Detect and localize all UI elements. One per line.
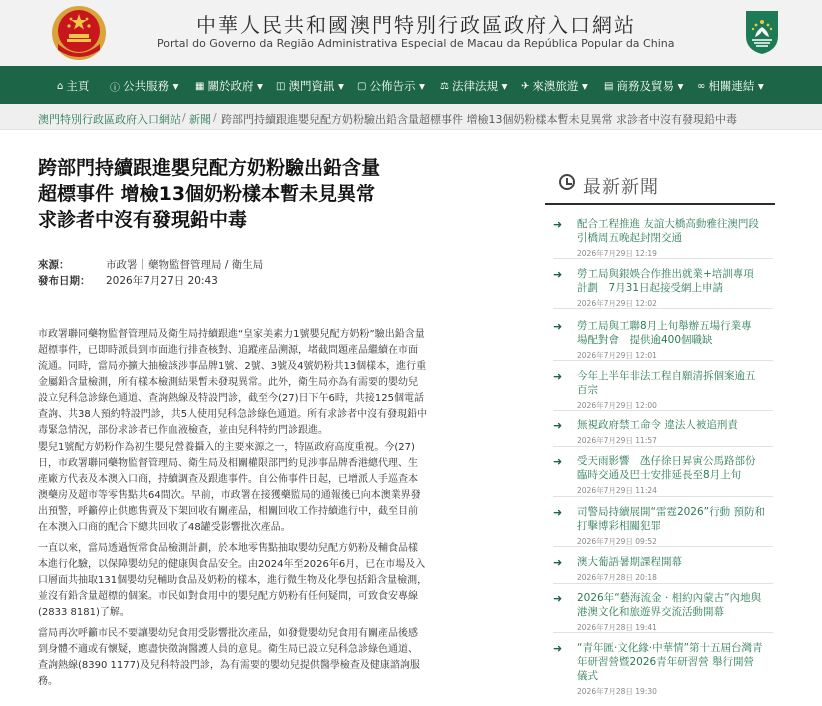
clock-icon bbox=[559, 174, 575, 190]
divider bbox=[553, 410, 773, 411]
news-title-line: 勞工局與銀娛合作推出就業+培訓專項 bbox=[577, 268, 754, 280]
news-title-line: 勞工局與工聯8月上旬舉辦五場行業專 bbox=[577, 320, 752, 332]
paragraph-line: 在本澳入口商的配合下總共回收了48罐受影響批次產品。 bbox=[38, 522, 291, 533]
scale-icon: ⚖ bbox=[440, 80, 449, 92]
arrow-right-icon: ➜ bbox=[553, 642, 563, 655]
date-label: 發布日期： bbox=[38, 275, 91, 287]
news-title-line: 百宗 bbox=[577, 384, 598, 396]
paragraph-line: 查詢熱線(8390 1177)及兒科特設門診，為有需要的嬰幼兒提供醫學檢查及健康諮詢服 bbox=[38, 660, 420, 671]
macau-sar-logo-icon[interactable] bbox=[743, 8, 781, 56]
paragraph-line: 一直以來，當局透過恆常食品檢測計劃，於本地零售點抽取嬰幼兒配方奶粉及輔食品樣 bbox=[38, 543, 418, 554]
paragraph-line: 出預警，呼籲停止供應售賣及下架回收有關產品，相關回收工作持續進行中，截至目前 bbox=[38, 506, 418, 517]
latest-news-heading: 最新新聞 bbox=[583, 177, 659, 198]
paragraph-line: 毒緊急情況，部份求診者已作血液檢查，並由兒科特約門診跟進。 bbox=[38, 425, 328, 436]
divider bbox=[553, 546, 773, 547]
nav-business[interactable] bbox=[604, 78, 683, 94]
national-emblem-icon[interactable] bbox=[50, 4, 108, 62]
plane-icon: ✈ bbox=[521, 80, 530, 92]
nav-links[interactable] bbox=[697, 78, 764, 94]
nav-label: 法律法規 ▾ bbox=[451, 79, 508, 93]
news-title-line: 臨時交通及巴士安排延長至8月上旬 bbox=[577, 469, 742, 481]
nav-label: 公共服務 ▾ bbox=[123, 79, 179, 93]
news-title-line: 場配對會 提供逾400個職缺 bbox=[577, 334, 713, 346]
news-title[interactable] bbox=[577, 319, 773, 347]
paragraph-line: 金屬鉛含量檢測，所有樣本檢測結果暫未發現異常。此外，衛生局亦為有需要的嬰幼兒 bbox=[38, 377, 418, 388]
news-date: 2026年7月28日 19:41 bbox=[577, 623, 657, 632]
paragraph-line: 務。 bbox=[38, 676, 58, 687]
arrow-right-icon: ➜ bbox=[553, 506, 563, 519]
news-date: 2026年7月28日 19:30 bbox=[577, 687, 657, 696]
nav-travel[interactable] bbox=[521, 78, 588, 94]
article-title-line: 求診者中沒有發現鉛中毒 bbox=[38, 209, 248, 231]
arrow-right-icon: ➜ bbox=[553, 556, 563, 569]
nav-label: 相關連結 ▾ bbox=[708, 79, 764, 93]
paragraph-line: 到身體不適或有懷疑，應盡快徵詢醫護人員的意見。衛生局已設立兒科急診綠色通道、 bbox=[38, 644, 418, 655]
home-icon: ⌂ bbox=[57, 80, 64, 92]
breadcrumb-home-link[interactable]: 澳門特別行政區政府入口網站 bbox=[38, 113, 181, 126]
paragraph-line: 嬰兒1號配方奶粉作為初生嬰兒營養攝入的主要來源之一，特區政府高度重視。今(27) bbox=[38, 442, 415, 453]
news-date: 2026年7月29日 12:00 bbox=[577, 401, 657, 410]
news-title-line: 2026年“藝海流金 · 相約內蒙古”內地與 bbox=[577, 592, 762, 604]
paragraph-line: 口層面共抽取131個嬰幼兒輔助食品及奶粉的樣本，進行微生物及化學包括鉛含量檢測， bbox=[38, 575, 428, 586]
breadcrumb-news-link[interactable]: 新聞 bbox=[189, 113, 211, 126]
paragraph-line: 本進行化驗，以保障嬰幼兒的健康與食品安全。由2024年至2026年6月，已在市場及入 bbox=[38, 559, 426, 570]
news-date: 2026年7月29日 11:57 bbox=[577, 436, 657, 445]
paragraph-line: 澳藥房及超市等零售點共64間次。早前，市政署在接獲藥監局的通報後已向本澳業界發 bbox=[38, 490, 421, 501]
breadcrumb bbox=[0, 104, 822, 130]
article-title-line: 跨部門持續跟進嬰兒配方奶粉驗出鉛含量 bbox=[38, 157, 381, 179]
arrow-right-icon: ➜ bbox=[553, 455, 563, 468]
document-icon: ▢ bbox=[357, 80, 367, 92]
divider bbox=[553, 258, 773, 259]
news-title-line: 引橋周五晚起封閉交通 bbox=[577, 232, 682, 244]
news-title-line: 儀式 bbox=[577, 670, 598, 682]
nav-label: 澳門資訊 ▾ bbox=[288, 79, 344, 93]
nav-label: 公佈告示 ▾ bbox=[369, 79, 425, 93]
news-title-line: 港澳文化和旅遊界交流活動開幕 bbox=[577, 606, 724, 618]
link-icon: ∞ bbox=[697, 80, 706, 92]
breadcrumb-current: 跨部門持續跟進嬰兒配方奶粉驗出鉛含量超標事件 增檢13個奶粉樣本暫未見異常 求診者中沒有發現鉛中毒 bbox=[221, 113, 737, 126]
nav-home[interactable] bbox=[57, 78, 89, 94]
news-title-line: 打擊博彩相關犯罪 bbox=[577, 520, 661, 532]
news-date: 2026年7月29日 12:19 bbox=[577, 249, 657, 258]
arrow-right-icon: ➜ bbox=[553, 218, 563, 231]
paragraph-line: 流通。同時，當局亦擴大抽檢該涉事品牌1號、2號、3號及4號奶粉共13個樣本，進行重 bbox=[38, 361, 427, 372]
arrow-right-icon: ➜ bbox=[553, 592, 563, 605]
article-paragraph bbox=[38, 626, 472, 690]
paragraph-line: 查詢、共38人預約特設門診，共5人使用兒科急診綠色通道。所有求診者中沒有發現鉛中 bbox=[38, 409, 428, 420]
site-subtitle: Portal do Governo da Região Administrativa Especial de Macau da República Popular da China bbox=[157, 37, 675, 50]
news-title-line: 計劃 7月31日起接受網上申請 bbox=[577, 282, 724, 294]
divider bbox=[553, 496, 773, 497]
divider bbox=[553, 446, 773, 447]
news-date: 2026年7月29日 11:24 bbox=[577, 486, 657, 495]
news-title-line: 今年上半年非法工程自願清拆個案逾五 bbox=[577, 370, 756, 382]
news-title[interactable] bbox=[577, 217, 773, 245]
news-date: 2026年7月28日 20:18 bbox=[577, 573, 657, 582]
paragraph-line: 並沒有鉛含量超標的個案。市民如對食用中的嬰兒配方奶粉有任何疑問，可致食安專線 bbox=[38, 591, 418, 602]
nav-label: 商務及貿易 ▾ bbox=[616, 79, 684, 93]
news-date: 2026年7月29日 12:02 bbox=[577, 299, 657, 308]
paragraph-line: 當局再次呼籲市民不要讓嬰幼兒食用受影響批次產品，如發覺嬰幼兒食用有關產品後感 bbox=[38, 628, 418, 639]
latest-news-header bbox=[545, 165, 775, 205]
site-title: 中華人民共和國澳門特別行政區政府入口網站 bbox=[196, 13, 636, 37]
divider bbox=[553, 360, 773, 361]
news-title[interactable] bbox=[577, 641, 773, 683]
news-title[interactable] bbox=[577, 555, 773, 569]
news-title[interactable] bbox=[577, 267, 773, 295]
article-title-line: 超標事件 增檢13個奶粉樣本暫未見異常 bbox=[38, 183, 376, 205]
paragraph-line: (2833 8181)了解。 bbox=[38, 607, 130, 618]
news-date: 2026年7月29日 09:52 bbox=[577, 537, 657, 546]
paragraph-line: 超標事件，已即時派員到市面進行排查核對、追蹤產品溯源，堵截問題產品繼續在市面 bbox=[38, 345, 418, 356]
divider bbox=[553, 632, 773, 633]
news-title-line: 司警局持續展開“雷霆2026”行動 預防和 bbox=[577, 506, 765, 518]
nav-label: 主頁 bbox=[66, 79, 90, 93]
news-date: 2026年7月29日 12:01 bbox=[577, 351, 657, 360]
news-title-line: 澳大葡語暑期課程開幕 bbox=[577, 556, 682, 568]
nav-about-government[interactable] bbox=[195, 78, 263, 94]
article-paragraph bbox=[38, 541, 472, 621]
nav-public-services[interactable] bbox=[110, 78, 178, 94]
article-paragraph bbox=[38, 440, 472, 536]
news-title[interactable] bbox=[577, 369, 773, 397]
main-nav bbox=[0, 66, 822, 104]
news-title-line: “青年匯·文化緣·中華情”第十五屆台灣青 bbox=[577, 642, 763, 654]
article-paragraph bbox=[38, 327, 472, 439]
arrow-right-icon: ➜ bbox=[553, 419, 563, 432]
nav-announcements[interactable] bbox=[357, 78, 425, 94]
nav-laws[interactable] bbox=[440, 78, 507, 94]
book-icon: ◫ bbox=[276, 80, 286, 92]
news-title[interactable] bbox=[577, 454, 773, 482]
arrow-right-icon: ➜ bbox=[553, 370, 563, 383]
news-title-line: 無視政府禁工命令 違法人被追刑責 bbox=[577, 419, 738, 431]
nav-label: 關於政府 ▾ bbox=[207, 79, 263, 93]
nav-macau-info[interactable] bbox=[276, 78, 344, 94]
briefcase-icon: ▤ bbox=[604, 80, 614, 92]
article-title bbox=[38, 155, 478, 233]
building-icon: ▦ bbox=[195, 80, 205, 92]
arrow-right-icon: ➜ bbox=[553, 268, 563, 281]
paragraph-line: 設立兒科急診綠色通道、查詢熱線及特設門診，截至今(27)日下午6時，共接125個電話 bbox=[38, 393, 424, 404]
divider bbox=[553, 308, 773, 309]
breadcrumb-separator: / bbox=[182, 111, 186, 124]
arrow-right-icon: ➜ bbox=[553, 320, 563, 333]
paragraph-line: 市政署聯同藥物監督管理局及衛生局持續跟進“皇家美素力1號嬰兒配方奶粉”驗出鉛含量 bbox=[38, 329, 425, 340]
paragraph-line: 產廠方代表及本澳入口商，持續調查及跟進事件。自公佈事件日起，已增派人手巡查本 bbox=[38, 474, 418, 485]
paragraph-line: 日，市政署聯同藥物監督管理局、衛生局及相關權限部門約見涉事品牌香港總代理、生 bbox=[38, 458, 418, 469]
news-title[interactable] bbox=[577, 591, 773, 619]
breadcrumb-separator: / bbox=[213, 111, 217, 124]
news-title-line: 年研習營暨2026青年研習營 舉行開營 bbox=[577, 656, 755, 668]
info-icon: ⓘ bbox=[110, 82, 120, 94]
news-title-line: 配合工程推進 友誼大橋高動雅往澳門段 bbox=[577, 218, 759, 230]
news-title-line: 受天雨影響 氹仔徐日昇寅公馬路部份 bbox=[577, 455, 756, 467]
news-title[interactable] bbox=[577, 505, 773, 533]
source-label: 來源： bbox=[38, 259, 70, 271]
date-value: 2026年7月27日 20:43 bbox=[106, 275, 218, 287]
source-value: 市政署｜藥物監督管理局 / 衛生局 bbox=[106, 259, 264, 271]
site-header bbox=[0, 0, 822, 66]
divider bbox=[553, 583, 773, 584]
news-title[interactable] bbox=[577, 418, 773, 432]
nav-label: 來澳旅遊 ▾ bbox=[532, 79, 588, 93]
